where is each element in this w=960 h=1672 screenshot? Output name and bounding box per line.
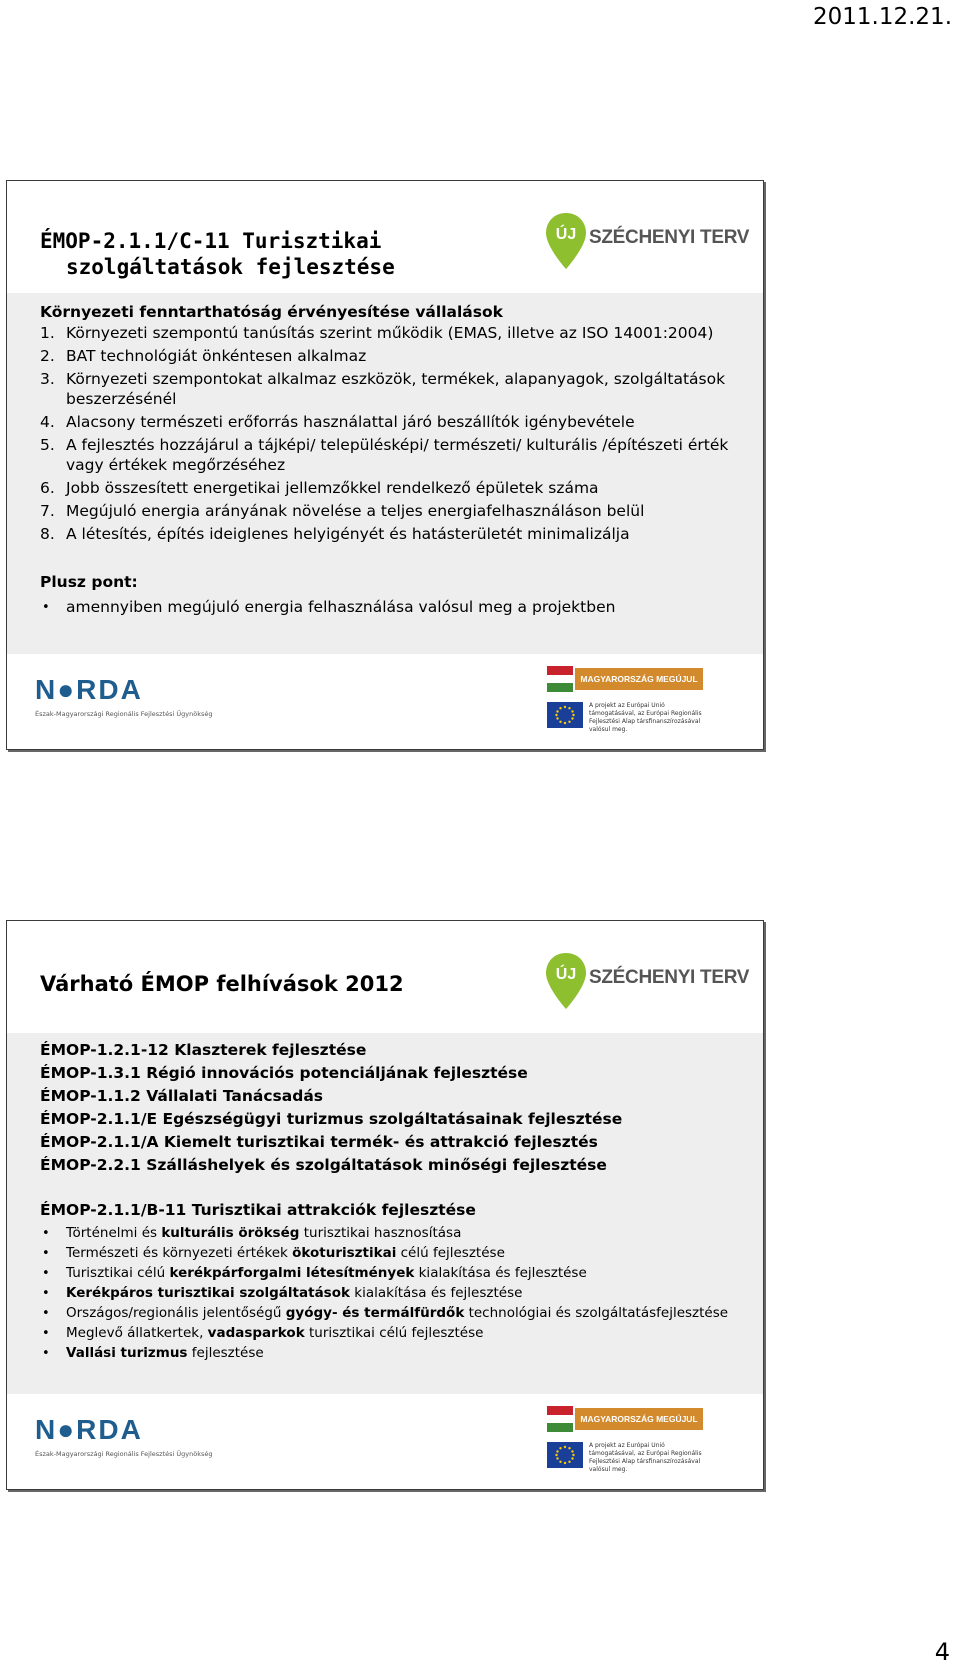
bullet-post: technológiai és szolgáltatásfejlesztése <box>464 1305 729 1321</box>
map-pin-icon <box>543 951 589 1011</box>
call-item: ÉMOP-1.1.2 Vállalati Tanácsadás <box>40 1087 324 1105</box>
item-number: 7. <box>40 502 55 520</box>
slide-footer <box>7 654 763 749</box>
item-text: Megújuló energia arányának növelése a teljes energiafelhasználáson belül <box>66 502 645 520</box>
svg-text:ÚJ: ÚJ <box>555 966 577 983</box>
bullet-post: fejlesztése <box>187 1345 264 1361</box>
call-item: ÉMOP-2.2.1 Szálláshelyek és szolgáltatások minőségi fejlesztése <box>40 1156 607 1174</box>
list-item <box>40 1304 743 1323</box>
call-list <box>40 1039 743 1177</box>
slide-2 <box>6 920 764 1490</box>
slide-1 <box>6 180 764 750</box>
call-item: ÉMOP-1.3.1 Régió innovációs potenciáljának fejlesztése <box>40 1064 528 1082</box>
list-item <box>40 1264 743 1283</box>
list-item <box>40 1224 743 1243</box>
logo-text: SZÉCHENYI TERV <box>589 967 750 988</box>
page-number: 4 <box>934 1638 950 1666</box>
logo-text: SZÉCHENYI TERV <box>589 227 750 248</box>
item-text: A létesítés, építés ideiglenes helyigényét és hatásterületét minimalizálja <box>66 525 630 543</box>
commitment-list <box>40 323 743 544</box>
magyarorszag-megujul-logo: MAGYARORSZÁG MEGÚJUL A projekt az Európai Unió támogatásával, az Európai Regionális Fejlesztési Alap társfinanszírozásával valósul meg. <box>547 666 705 732</box>
item-number: 6. <box>40 479 55 497</box>
bullet-pre: Természeti és környezeti értékek <box>66 1245 293 1261</box>
bullet-bold: Kerékpáros turisztikai szolgáltatások <box>66 1285 350 1301</box>
hungarian-flag-icon <box>547 1406 573 1432</box>
slide-footer <box>7 1394 763 1489</box>
item-text: A fejlesztés hozzájárul a tájképi/ településképi/ természeti/ kulturális /építészeti érték vagy értékek megőrzéséhez <box>66 436 729 474</box>
item-text: Környezeti szempontokat alkalmaz eszközök, termékek, alapanyagok, szolgáltatások beszerzésénél <box>66 370 726 408</box>
map-pin-icon <box>543 211 589 271</box>
slide-body <box>7 293 763 654</box>
item-text: BAT technológiát önkéntesen alkalmaz <box>66 347 367 365</box>
bullet-pre: Történelmi és <box>66 1225 162 1241</box>
item-number: 3. <box>40 370 55 388</box>
item-number: 1. <box>40 324 55 342</box>
item-number: 5. <box>40 436 55 454</box>
bullet-post: turisztikai célú fejlesztése <box>304 1325 484 1341</box>
date-header: 2011.12.21. <box>813 4 952 30</box>
list-item <box>40 435 743 475</box>
section-heading: Környezeti fenntarthatóság érvényesítése vállalások <box>40 303 503 321</box>
norda-logo: N●RDA Észak-Magyarországi Regionális Fejlesztési Ügynökség <box>35 1414 213 1458</box>
list-item <box>40 1324 743 1343</box>
slide-header <box>7 181 763 293</box>
bullet-post: kialakítása és fejlesztése <box>414 1265 587 1281</box>
szechenyi-terv-logo <box>543 951 750 1021</box>
list-item <box>40 412 743 432</box>
bullet-pre: Meglevő állatkertek, <box>66 1325 208 1341</box>
item-number: 2. <box>40 347 55 365</box>
list-item <box>40 1244 743 1263</box>
slide-body <box>7 1033 763 1394</box>
magyarorszag-megujul-logo: MAGYARORSZÁG MEGÚJUL A projekt az Európai Unió támogatásával, az Európai Regionális Fejlesztési Alap társfinanszírozásával valósul meg. <box>547 1406 705 1472</box>
plus-list <box>40 597 743 618</box>
norda-logo: N●RDA Észak-Magyarországi Regionális Fejlesztési Ügynökség <box>35 674 213 718</box>
bullet-bold: ökoturisztikai <box>292 1245 397 1261</box>
slide-header <box>7 921 763 1033</box>
eu-flag-icon <box>547 702 583 728</box>
bullet-pre: Országos/regionális jelentőségű <box>66 1305 286 1321</box>
bullet-post: kialakítása és fejlesztése <box>349 1285 523 1301</box>
bullet-bold: vadasparkok <box>207 1325 305 1341</box>
list-item <box>40 369 743 409</box>
call-item: ÉMOP-2.1.1/E Egészségügyi turizmus szolgáltatásainak fejlesztése <box>40 1110 623 1128</box>
bullet-bold: gyógy- és termálfürdők <box>285 1305 465 1321</box>
activity-list <box>40 1224 743 1363</box>
list-item <box>40 346 743 366</box>
plus-heading: Plusz pont: <box>40 573 138 591</box>
bullet-bold: Vallási turizmus <box>66 1345 188 1361</box>
bullet-bold: kulturális örökség <box>161 1225 300 1241</box>
bullet-post: turisztikai hasznosítása <box>299 1225 462 1241</box>
call-item: ÉMOP-2.1.1/A Kiemelt turisztikai termék- és attrakció fejlesztés <box>40 1133 598 1151</box>
list-item <box>40 524 743 544</box>
title-line-1: ÉMOP-2.1.1/C-11 Turisztikai <box>40 229 382 253</box>
title-line-2: szolgáltatások fejlesztése <box>66 255 395 279</box>
item-number: 4. <box>40 413 55 431</box>
call-item: ÉMOP-1.2.1-12 Klaszterek fejlesztése <box>40 1041 367 1059</box>
list-item <box>40 1284 743 1303</box>
bullet-bold: kerékpárforgalmi létesítmények <box>169 1265 415 1281</box>
eu-flag-icon <box>547 1442 583 1468</box>
slide-title: Várható ÉMOP felhívások 2012 <box>40 972 404 996</box>
slide-title <box>40 228 395 280</box>
list-item <box>40 478 743 498</box>
item-text: Jobb összesített energetikai jellemzőkkel rendelkező épületek száma <box>66 479 599 497</box>
szechenyi-terv-logo <box>543 211 750 281</box>
list-item <box>40 1344 743 1363</box>
item-text: Környezeti szempontú tanúsítás szerint működik (EMAS, illetve az ISO 14001:2004) <box>66 324 714 342</box>
bullet-pre: Turisztikai célú <box>66 1265 170 1281</box>
item-text: Alacsony természeti erőforrás használattal járó beszállítók igénybevétele <box>66 413 635 431</box>
bullet-post: célú fejlesztése <box>396 1245 505 1261</box>
hungarian-flag-icon <box>547 666 573 692</box>
item-number: 8. <box>40 525 55 543</box>
sub-heading: ÉMOP-2.1.1/B-11 Turisztikai attrakciók fejlesztése <box>40 1201 476 1219</box>
list-item <box>40 323 743 343</box>
list-item: • amennyiben megújuló energia felhasználása valósul meg a projektben <box>40 597 743 618</box>
svg-text:ÚJ: ÚJ <box>555 226 577 243</box>
list-item <box>40 501 743 521</box>
